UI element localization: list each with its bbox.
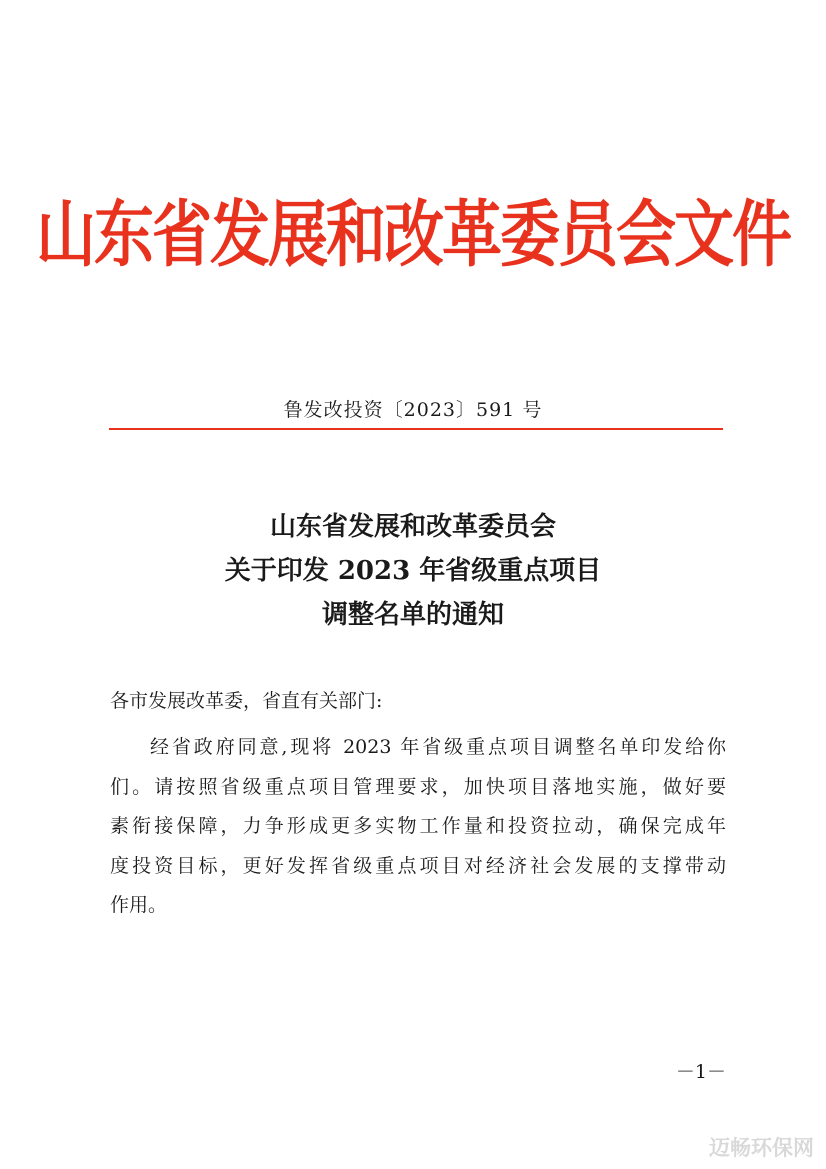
body-line-5: 作用。 bbox=[110, 894, 168, 916]
notice-title-line-2: 关于印发 2023 年省级重点项目 bbox=[224, 556, 602, 586]
body-line-4: 度投资目标，更好发挥省级重点项目对经济社会发展的支撑带动 bbox=[110, 854, 726, 877]
site-watermark: 迈畅环保网 bbox=[709, 1136, 814, 1160]
body-line-1: 经省政府同意,现将 2023 年省级重点项目调整名单印发给你 bbox=[150, 736, 726, 758]
page-number: －1－ bbox=[675, 1061, 726, 1083]
notice-title bbox=[0, 505, 826, 637]
notice-title-line-3: 调整名单的通知 bbox=[321, 600, 504, 630]
header-divider bbox=[109, 428, 723, 430]
salutation: 各市发展改革委，省直有关部门: bbox=[110, 690, 383, 712]
body-line-3: 素衔接保障，力争形成更多实物工作量和投资拉动，确保完成年 bbox=[110, 815, 726, 837]
document-number: 鲁发改投资〔2023〕591 号 bbox=[283, 399, 543, 421]
document-header-title: 山东省发展和改革委员会文件 bbox=[36, 193, 790, 278]
body-paragraph bbox=[110, 728, 726, 926]
body-line-2: 们。请按照省级重点项目管理要求，加快项目落地实施，做好要 bbox=[110, 775, 726, 798]
notice-title-line-1: 山东省发展和改革委员会 bbox=[269, 512, 556, 542]
